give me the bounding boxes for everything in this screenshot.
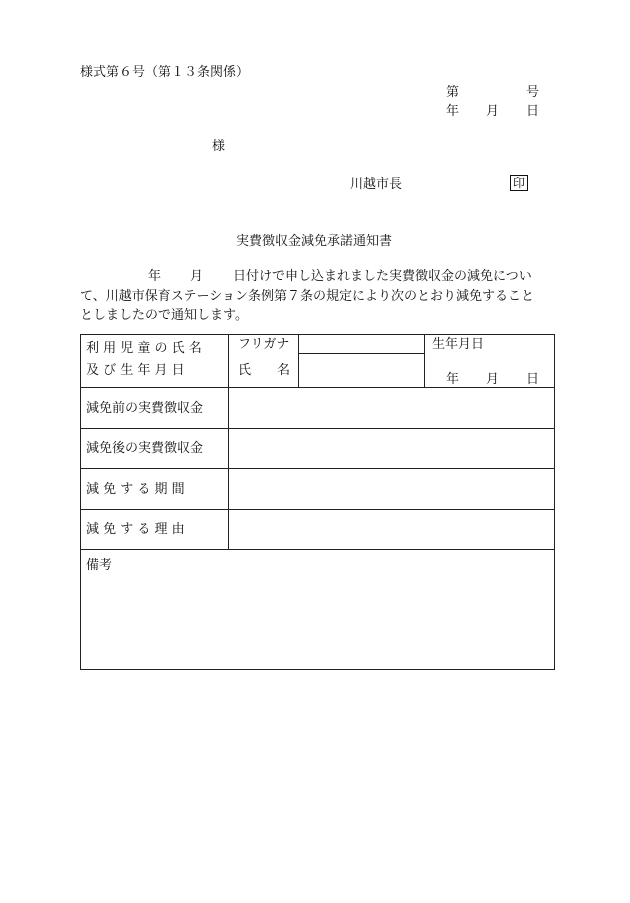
addressee-honorific: 様 — [212, 139, 226, 154]
name-label: 氏 名 — [238, 363, 291, 378]
intro-month: 月 — [190, 269, 204, 284]
intro-line1: 日付けで申し込まれました実費徴収金の減免につい — [233, 269, 532, 284]
form-number: 様式第６号（第１３条関係） — [80, 65, 250, 80]
intro-line2: て、川越市保育ステーション条例第７条の規定により次のとおり減免すること — [80, 289, 534, 304]
birth-month: 月 — [486, 372, 500, 387]
intro-line3: としましたので通知します。 — [80, 308, 248, 323]
row-before-reduction: 減免前の実費徴収金 — [86, 401, 204, 416]
row-after-reduction: 減免後の実費徴収金 — [86, 441, 204, 456]
remarks-label: 備考 — [86, 558, 113, 573]
furigana-label: フリガナ — [238, 337, 290, 352]
birth-year: 年 — [446, 372, 460, 387]
row-reduction-reason: 減 免 す る 理 由 — [86, 522, 185, 537]
doc-number-suffix: 号 — [526, 85, 540, 100]
row-reduction-period: 減 免 す る 期 間 — [86, 482, 185, 497]
intro-year: 年 — [148, 269, 162, 284]
date-day: 日 — [526, 104, 540, 119]
seal-mark: 印 — [510, 175, 528, 191]
issuer-name: 川越市長 — [350, 177, 403, 192]
child-label-line1: 利 用 児 童 の 氏 名 — [86, 341, 202, 356]
doc-number-prefix: 第 — [446, 85, 460, 100]
date-month: 月 — [486, 104, 500, 119]
birth-day: 日 — [526, 372, 540, 387]
document-title: 実費徴収金減免承諾通知書 — [236, 234, 393, 249]
birthdate-label: 生年月日 — [432, 337, 485, 352]
child-label-line2: 及 び 生 年 月 日 — [86, 363, 185, 378]
date-year: 年 — [446, 104, 460, 119]
